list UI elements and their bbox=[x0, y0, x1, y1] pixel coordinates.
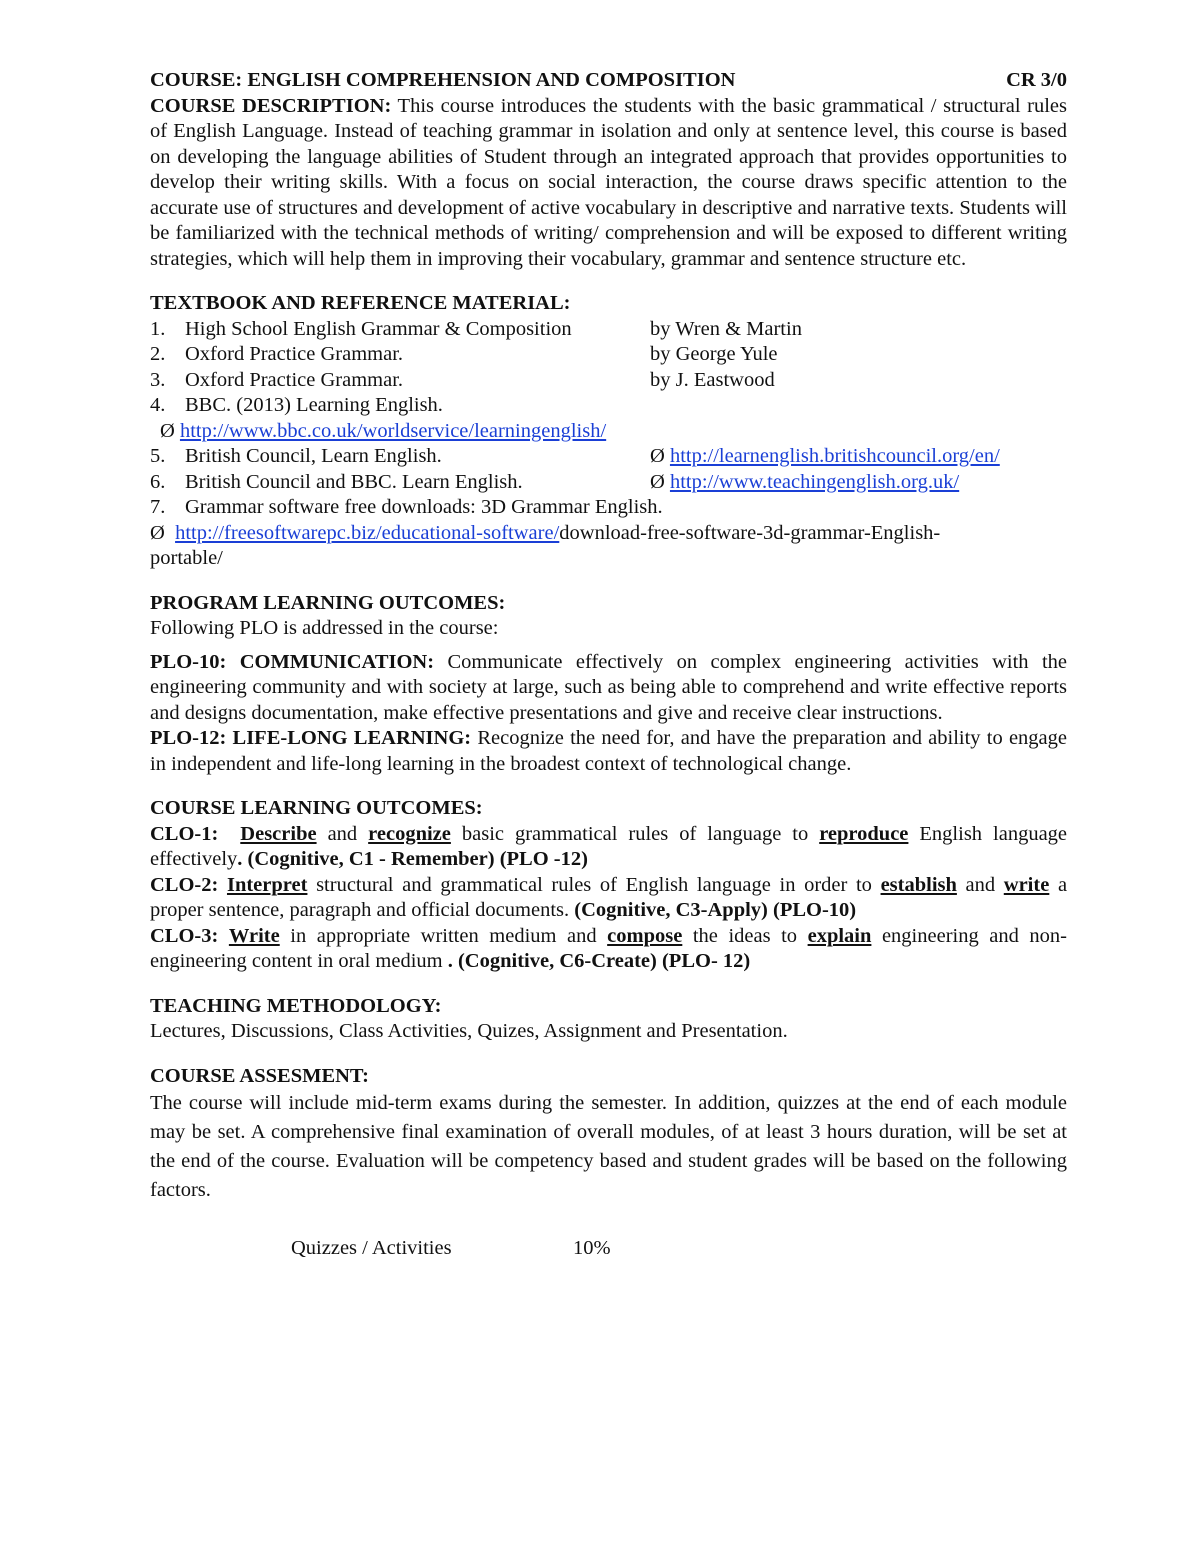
reference-link-row bbox=[150, 419, 1067, 445]
verb-explain: explain bbox=[807, 924, 872, 947]
plo-10 bbox=[150, 650, 1067, 727]
clo-1-text: basic grammatical rules of language to bbox=[461, 822, 809, 845]
clo-heading: COURSE LEARNING OUTCOMES: bbox=[150, 797, 483, 819]
reference-item bbox=[150, 393, 1067, 419]
course-description-label: COURSE DESCRIPTION: bbox=[150, 94, 392, 117]
reference-item bbox=[150, 317, 1067, 343]
clo-3-text-2: the ideas to bbox=[692, 924, 798, 947]
assessment-row-label: Quizzes / Activities bbox=[291, 1237, 452, 1259]
methodology-text: Lectures, Discussions, Class Activities, Quizes, Assignment and Presentation. bbox=[150, 1020, 788, 1042]
reference-number: 2. bbox=[150, 343, 166, 365]
reference-item bbox=[150, 444, 1067, 470]
assessment-text: The course will include mid-term exams during the semester. In addition, quizzes at the end of each module may be set. A comprehensive final examination of overall modules, of at least 3 hours duration, will be set at the end of the course. Evaluation will be competency based and student grades will be based on the following factors. bbox=[150, 1092, 1067, 1201]
freesoftware-link-tail: download-free-software-3d-grammar-English- bbox=[559, 521, 941, 544]
reference-number: 6. bbox=[150, 470, 166, 493]
clo-3 bbox=[150, 924, 1067, 975]
course-title-row bbox=[150, 68, 1067, 94]
clo-2-and: and bbox=[965, 873, 996, 896]
bullet-icon: Ø bbox=[650, 445, 665, 467]
clo-2-label: CLO-2: bbox=[150, 873, 219, 896]
plo-12-text: Recognize the need for, and have the preparation and ability to engage in independent and life-long learning in the broadest context of technological change. bbox=[150, 727, 1068, 775]
clo-1-tail: English language effectively bbox=[150, 822, 1068, 870]
freesoftware-link[interactable]: http://freesoftwarepc.biz/educational-software/ bbox=[175, 521, 560, 544]
textbook-heading: TEXTBOOK AND REFERENCE MATERIAL: bbox=[150, 292, 571, 314]
verb-compose: compose bbox=[607, 924, 683, 947]
course-description-text: This course introduces the students with the basic grammatical / structural rules of English Language. Instead of teaching grammar in isolation and only at sentence level, this course is based on developing the language abilities of Student through an integrated approach that provides opportunities to develop their writing skills. With a focus on social interaction, the course draws specific attention to the accurate use of structures and development of active vocabulary in descriptive and narrative texts. Students will be familiarized with the technical methods of writing/ comprehension and will be exposed to different writing strategies, which will help them in improving their vocabulary, grammar and sentence structure etc. bbox=[150, 94, 1067, 270]
reference-number: 4. bbox=[150, 394, 166, 416]
bullet-icon: Ø bbox=[150, 521, 165, 544]
bbc-link[interactable]: http://www.bbc.co.uk/worldservice/learningenglish/ bbox=[179, 419, 607, 442]
clo-1-label: CLO-1: bbox=[150, 822, 219, 845]
document-page bbox=[150, 68, 1067, 1262]
clo-3-text: in appropriate written medium and bbox=[290, 924, 597, 947]
bullet-icon: Ø bbox=[650, 470, 665, 493]
reference-title: Grammar software free downloads: 3D Grammar English. bbox=[185, 496, 663, 518]
british-council-link[interactable]: http://learnenglish.britishcouncil.org/en/ bbox=[669, 445, 1000, 467]
reference-author: by J. Eastwood bbox=[650, 368, 775, 391]
reference-item bbox=[150, 470, 1067, 496]
verb-describe: Describe bbox=[240, 822, 317, 845]
reference-title: Oxford Practice Grammar. bbox=[185, 343, 404, 365]
clo-3-tag: . (Cognitive, C6-Create) (PLO- 12) bbox=[447, 950, 751, 972]
clo-3-tail: engineering and non-engineering content in oral medium bbox=[150, 924, 1067, 972]
clo-1 bbox=[150, 822, 1067, 873]
verb-establish: establish bbox=[880, 873, 957, 896]
plo-intro: Following PLO is addressed in the course: bbox=[150, 617, 499, 639]
reference-title: British Council, Learn English. bbox=[185, 445, 442, 467]
plo-12 bbox=[150, 726, 1067, 777]
reference-title: High School English Grammar & Composition bbox=[185, 317, 572, 340]
clo-2-text: structural and grammatical rules of English language in order to bbox=[316, 873, 872, 896]
teaching-english-link[interactable]: http://www.teachingenglish.org.uk/ bbox=[669, 470, 960, 493]
assessment-heading: COURSE ASSESMENT: bbox=[150, 1064, 369, 1087]
clo-3-label: CLO-3: bbox=[150, 924, 219, 947]
plo-10-label: PLO-10: COMMUNICATION: bbox=[150, 650, 435, 673]
verb-recognize: recognize bbox=[368, 822, 451, 845]
verb-write: Write bbox=[228, 924, 280, 947]
credit-hours: CR 3/0 bbox=[1006, 69, 1067, 91]
clo-2-tag: (Cognitive, C3-Apply) (PLO-10) bbox=[574, 899, 857, 921]
clo-1-tag: . (Cognitive, C1 - Remember) (PLO -12) bbox=[237, 848, 588, 870]
reference-title: Oxford Practice Grammar. bbox=[185, 368, 404, 391]
course-description bbox=[150, 94, 1067, 273]
reference-link-row bbox=[150, 521, 1067, 547]
reference-item bbox=[150, 342, 1067, 368]
reference-item bbox=[150, 368, 1067, 394]
reference-number: 1. bbox=[150, 317, 166, 340]
reference-number: 5. bbox=[150, 445, 166, 467]
verb-write: write bbox=[1003, 873, 1050, 896]
reference-title: British Council and BBC. Learn English. bbox=[185, 470, 523, 493]
clo-2 bbox=[150, 873, 1067, 924]
assessment-row bbox=[150, 1236, 1067, 1262]
reference-number: 7. bbox=[150, 496, 166, 518]
plo-10-text: Communicate effectively on complex engineering activities with the engineering community and with society at large, such as being able to comprehend and write effective reports and designs documentation, make effective presentations and give and receive clear instructions. bbox=[150, 650, 1067, 724]
clo-1-and: and bbox=[327, 822, 358, 845]
reference-author: by George Yule bbox=[650, 343, 778, 365]
verb-interpret: Interpret bbox=[226, 873, 308, 896]
course-title: COURSE: ENGLISH COMPREHENSION AND COMPOSITION bbox=[150, 69, 736, 91]
methodology-heading: TEACHING METHODOLOGY: bbox=[150, 994, 442, 1017]
verb-reproduce: reproduce bbox=[819, 822, 909, 845]
bullet-icon: Ø bbox=[160, 419, 175, 442]
freesoftware-link-tail-2: portable/ bbox=[150, 547, 223, 569]
reference-author: by Wren & Martin bbox=[650, 317, 802, 340]
assessment-row-value: 10% bbox=[573, 1237, 611, 1259]
plo-12-label: PLO-12: LIFE-LONG LEARNING: bbox=[150, 727, 472, 749]
reference-item bbox=[150, 495, 1067, 521]
plo-heading: PROGRAM LEARNING OUTCOMES: bbox=[150, 591, 506, 614]
clo-2-tail: a proper sentence, paragraph and official documents. bbox=[150, 873, 1068, 921]
reference-number: 3. bbox=[150, 368, 166, 391]
reference-title: BBC. (2013) Learning English. bbox=[185, 394, 443, 416]
